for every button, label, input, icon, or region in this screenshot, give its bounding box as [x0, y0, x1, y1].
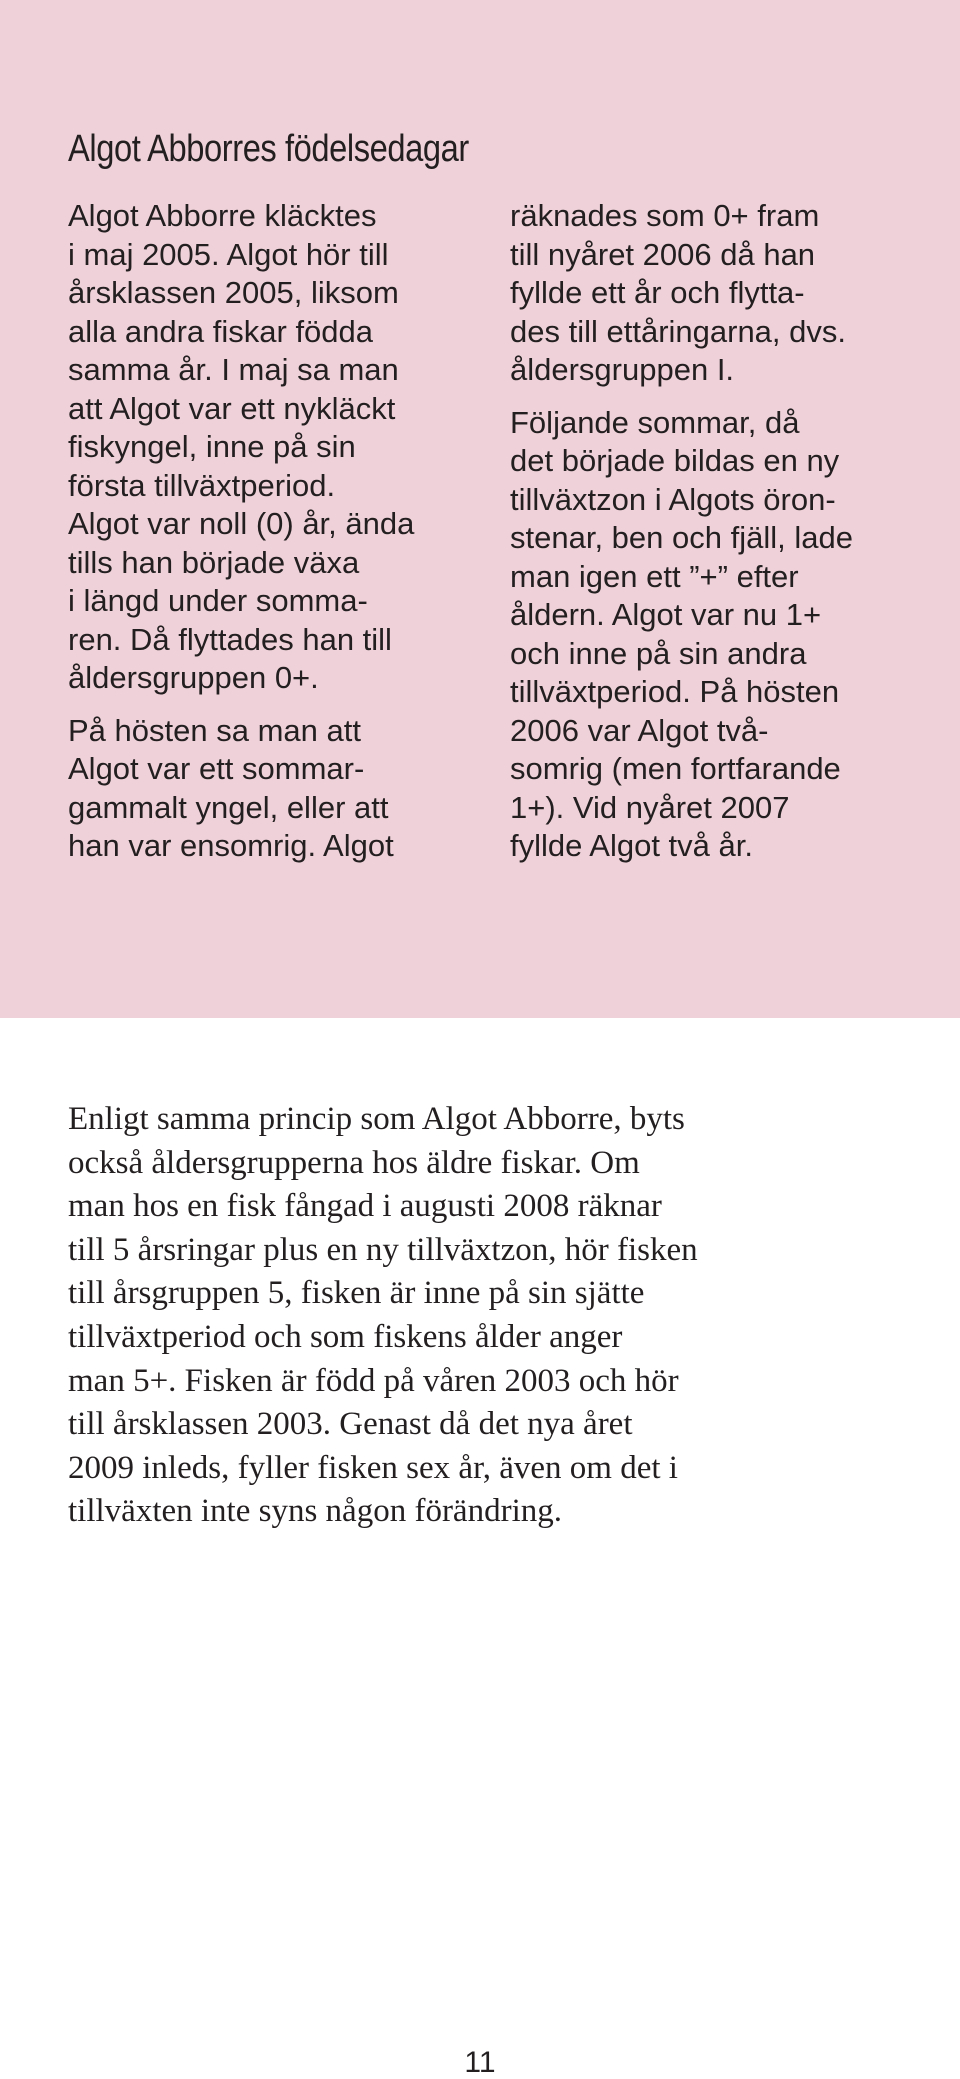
text-line: åldersgruppen I.: [510, 352, 735, 387]
left-column: [68, 197, 478, 880]
text-line: tillväxtperiod. På hösten: [510, 674, 840, 709]
text-line: i maj 2005. Algot hör till: [68, 236, 389, 272]
info-box: [0, 0, 960, 1018]
text-line: i längd under somma-: [68, 583, 368, 618]
text-line: tillväxtperiod och som fiskens ålder anger: [68, 1318, 623, 1355]
text-line: somrig (men fortfarande: [510, 751, 841, 786]
text-line: 2009 inleds, fyller fisken sex år, även om det i: [68, 1449, 678, 1486]
text-line: På hösten sa man att: [68, 712, 361, 748]
text-line: också åldersgrupperna hos äldre fiskar. Om: [68, 1144, 640, 1181]
text-line: första tillväxtperiod.: [68, 467, 336, 503]
body-paragraph: [68, 1098, 908, 1534]
text-line: 2006 var Algot två-: [510, 712, 769, 748]
text-line: alla andra fiskar födda: [68, 313, 374, 349]
right-column: [510, 197, 920, 880]
text-line: till 5 årsringar plus en ny tillväxtzon, hör fisken: [68, 1231, 698, 1268]
right-paragraph-2: [510, 404, 920, 866]
text-line: det började bildas en ny: [510, 443, 840, 478]
text-line: ren. Då flyttades han till: [68, 621, 392, 657]
text-line: att Algot var ett nykläckt: [68, 390, 396, 426]
text-line: Följande sommar, då: [510, 404, 800, 440]
box-title: Algot Abborres födelsedagar: [68, 128, 469, 170]
text-line: 1+). Vid nyåret 2007: [510, 789, 790, 825]
text-line: Algot var noll (0) år, ända: [68, 506, 415, 541]
text-line: räknades som 0+ fram: [510, 198, 820, 233]
left-paragraph-1: [68, 197, 478, 698]
text-line: Algot var ett sommar-: [68, 751, 365, 786]
text-line: samma år. I maj sa man: [68, 352, 399, 387]
right-paragraph-1: [510, 197, 920, 390]
text-line: stenar, ben och fjäll, lade: [510, 520, 853, 555]
text-line: fyllde Algot två år.: [510, 828, 753, 863]
text-line: Algot Abborre kläcktes: [68, 198, 377, 233]
text-line: tillväxten inte syns någon förändring.: [68, 1493, 562, 1530]
text-line: till nyåret 2006 då han: [510, 236, 816, 272]
text-line: åldersgruppen 0+.: [68, 660, 319, 695]
text-line: man hos en fisk fångad i augusti 2008 räknar: [68, 1188, 662, 1225]
text-line: tillväxtzon i Algots öron-: [510, 481, 836, 517]
text-line: han var ensomrig. Algot: [68, 828, 394, 863]
text-line: till årsgruppen 5, fisken är inne på sin sjätte: [68, 1275, 645, 1312]
text-line: till årsklassen 2003. Genast då det nya året: [68, 1406, 633, 1443]
text-line: fiskyngel, inne på sin: [68, 429, 356, 464]
text-line: man igen ett ”+” efter: [510, 558, 799, 594]
text-line: årsklassen 2005, liksom: [68, 275, 399, 310]
text-line: och inne på sin andra: [510, 635, 807, 671]
text-line: fyllde ett år och flytta-: [510, 275, 805, 310]
text-line: tills han började växa: [68, 544, 360, 580]
text-line: Enligt samma princip som Algot Abborre, byts: [68, 1101, 685, 1137]
left-paragraph-2: [68, 712, 478, 866]
text-line: åldern. Algot var nu 1+: [510, 597, 822, 632]
text-line: man 5+. Fisken är född på våren 2003 och hör: [68, 1362, 679, 1399]
text-line: des till ettåringarna, dvs.: [510, 313, 847, 349]
text-line: gammalt yngel, eller att: [68, 789, 389, 825]
page-number: 11: [464, 2046, 496, 2079]
